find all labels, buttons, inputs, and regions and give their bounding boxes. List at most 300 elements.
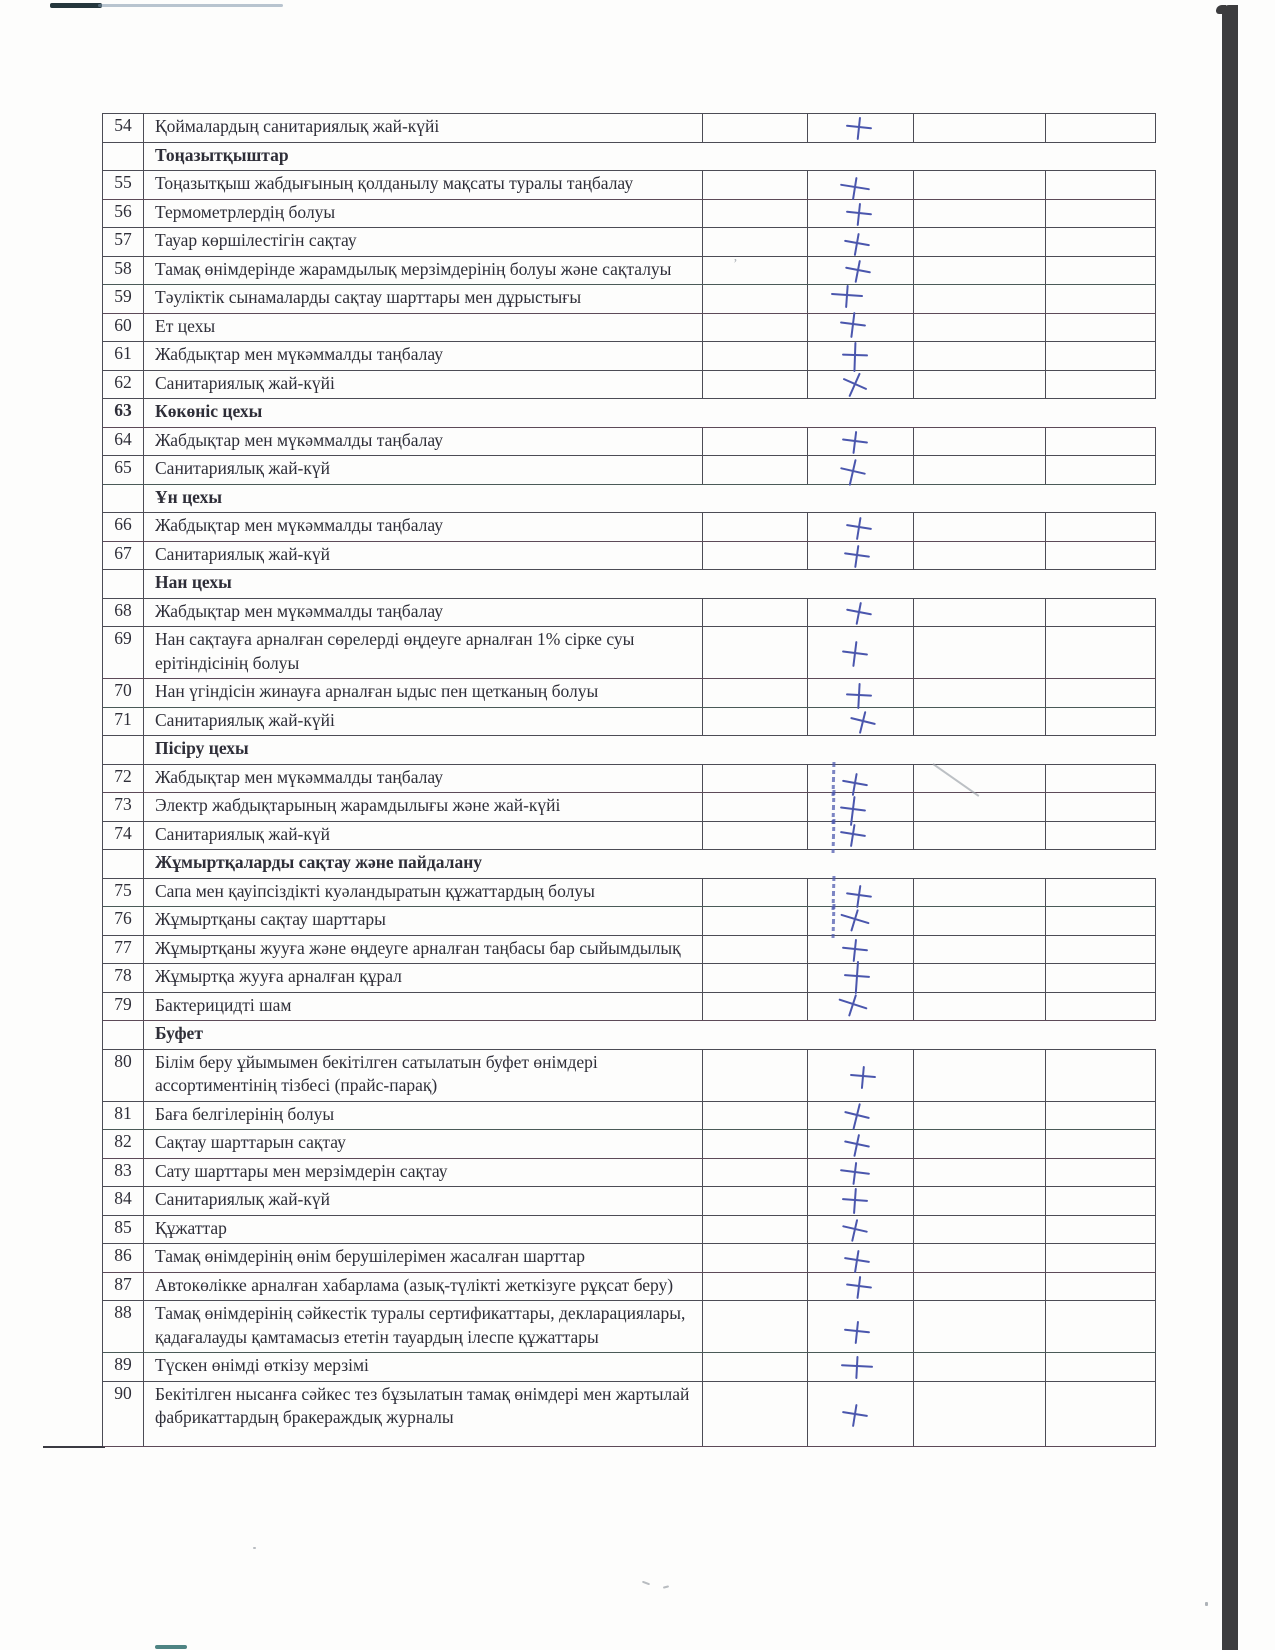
row-description: Санитариялық жай-күйі [144,371,703,399]
row-number: 74 [103,822,144,850]
table-row [103,428,1156,457]
section-title: Жұмыртқаларды сақтау және пайдалану [155,852,483,872]
empty-cell-2 [914,627,1046,678]
section-header-row [103,570,1156,599]
check-cell [808,542,914,570]
empty-cell-2 [914,599,1046,627]
empty-cell-2 [914,793,1046,821]
table-row [103,936,1156,965]
table-row [103,342,1156,371]
empty-cell-2 [914,1273,1046,1301]
empty-cell-3 [1046,456,1156,484]
inspection-checklist-table [102,113,1156,1447]
ink-squiggle [832,904,836,938]
empty-cell-2 [914,542,1046,570]
empty-cell-1 [703,1050,808,1101]
table-row [103,765,1156,794]
pencil-speck [663,1585,669,1588]
mark-stroke-vertical [845,285,849,308]
check-cell [808,907,914,935]
empty-cell-2 [914,200,1046,228]
empty-cell-3 [1046,964,1156,992]
empty-cell-3 [1046,1382,1156,1446]
empty-cell-1 [703,314,808,342]
empty-cell-3 [1046,1187,1156,1215]
table-row [103,542,1156,571]
bottom-border-extension [43,1446,105,1448]
table-row [103,1187,1156,1216]
empty-cell-3 [1046,542,1156,570]
row-description: Электр жабдықтарының жарамдылығы және жай-күйі [144,793,703,821]
mark-stroke-vertical [854,545,859,568]
empty-cell-3 [1046,513,1156,541]
row-description: Тәуліктік сынамаларды сақтау шарттары мен дұрыстығы [144,285,703,313]
table-row [103,1130,1156,1159]
mark-stroke-vertical [851,1219,858,1242]
check-cell [808,228,914,256]
row-number [103,143,144,171]
row-description: Ет цехы [144,314,703,342]
section-title: Ұн цехы [155,486,223,507]
mark-stroke-vertical [857,683,861,709]
pencil-speck [253,1547,256,1549]
empty-cell-3 [1046,822,1156,850]
empty-cell-3 [1046,314,1156,342]
empty-cell-2 [914,314,1046,342]
empty-cell-1 [703,371,808,399]
table-row [103,114,1156,143]
empty-cell-1 [703,285,808,313]
row-description: Жабдықтар мен мүкәммалды таңбалау [144,599,703,627]
empty-cell-2 [914,1353,1046,1381]
empty-cell-1 [703,200,808,228]
pencil-speck [1205,1602,1208,1606]
table-row [103,513,1156,542]
scanner-edge-shadow-bar [1222,5,1238,1650]
row-description: Бекітілген нысанға сәйкес тез бұзылатын тамақ өнімдері мен жартылай фабрикаттардың бракераждық журналы [144,1382,703,1446]
row-number: 83 [103,1159,144,1187]
check-cell [808,1187,914,1215]
empty-cell-2 [914,964,1046,992]
table-row [103,793,1156,822]
row-number: 67 [103,542,144,570]
section-title: Пісіру цехы [155,738,249,758]
mark-stroke-vertical [856,885,861,908]
empty-cell-2 [914,993,1046,1021]
row-number [103,850,144,878]
row-number: 86 [103,1244,144,1272]
empty-cell-1 [703,1102,808,1130]
row-number: 63 [103,399,144,427]
row-description: Тауар көршілестігін сақтау [144,228,703,256]
mark-stroke-vertical [852,939,857,962]
row-description: Жұмыртқаны жууға және өңдеуге арналған таңбасы бар сыйымдылық [144,936,703,964]
empty-cell-3 [1046,1216,1156,1244]
empty-cell-2 [914,907,1046,935]
row-description: Сапа мен қауіпсіздікті куәландыратын құжаттардың болуы [144,879,703,907]
row-number: 60 [103,314,144,342]
table-row [103,456,1156,485]
empty-cell-2 [914,1301,1046,1352]
row-number: 69 [103,627,144,678]
empty-cell-3 [1046,257,1156,285]
empty-cell-3 [1046,371,1156,399]
section-header-row [103,143,1156,172]
row-number: 55 [103,171,144,199]
check-cell [808,342,914,370]
row-description: Білім беру ұйымымен бекітілген сатылатын буфет өнімдері ассортиментінің тізбесі (прайс-парақ) [144,1050,703,1101]
row-description: Қоймалардың санитариялық жай-күйі [144,114,703,142]
table-row [103,1216,1156,1245]
table-row [103,993,1156,1022]
check-cell [808,1102,914,1130]
empty-cell-1 [703,627,808,678]
scan-streak-light [98,4,283,7]
table-row [103,1159,1156,1188]
check-cell [808,993,914,1021]
empty-cell-3 [1046,200,1156,228]
row-number: 58 [103,257,144,285]
check-cell [808,114,914,142]
empty-cell-2 [914,1159,1046,1187]
section-header-row [103,485,1156,514]
empty-cell-2 [914,822,1046,850]
check-cell [808,1353,914,1381]
row-description: Жұмыртқаны сақтау шарттары [144,907,703,935]
empty-cell-3 [1046,765,1156,793]
mark-stroke-vertical [856,203,861,226]
row-description: Термометрлердің болуы [144,200,703,228]
mark-stroke-vertical [854,260,861,283]
mark-stroke-vertical [853,341,856,371]
empty-cell-1 [703,1382,808,1446]
empty-cell-1 [703,1353,808,1381]
empty-cell-3 [1046,428,1156,456]
empty-cell-1 [703,114,808,142]
row-number: 68 [103,599,144,627]
empty-cell-2 [914,228,1046,256]
row-number: 64 [103,428,144,456]
check-cell [808,679,914,707]
row-description: Сату шарттары мен мерзімдерін сақтау [144,1159,703,1187]
row-number: 85 [103,1216,144,1244]
empty-cell-2 [914,285,1046,313]
empty-cell-3 [1046,936,1156,964]
empty-cell-3 [1046,793,1156,821]
table-row [103,679,1156,708]
empty-cell-3 [1046,708,1156,736]
table-row [103,1102,1156,1131]
section-header-row [103,850,1156,879]
empty-cell-2 [914,428,1046,456]
table-row [103,228,1156,257]
empty-cell-2 [914,114,1046,142]
pencil-speck [642,1581,650,1586]
check-cell [808,936,914,964]
empty-cell-3 [1046,1102,1156,1130]
empty-cell-3 [1046,228,1156,256]
row-number: 87 [103,1273,144,1301]
empty-cell-1 [703,171,808,199]
row-number: 79 [103,993,144,1021]
table-row [103,1050,1156,1102]
empty-cell-2 [914,1216,1046,1244]
empty-cell-1 [703,765,808,793]
check-cell [808,964,914,992]
check-cell [808,793,914,821]
check-cell [808,1216,914,1244]
section-header-row [103,736,1156,765]
empty-cell-2 [914,679,1046,707]
check-cell [808,1273,914,1301]
check-cell [808,513,914,541]
table-row [103,285,1156,314]
check-cell [808,314,914,342]
empty-cell-3 [1046,907,1156,935]
row-number: 71 [103,708,144,736]
row-number: 72 [103,765,144,793]
table-row [103,200,1156,229]
row-description: Тамақ өнімдерінің сәйкестік туралы сертификаттары, декларациялары, қадағалауды қамтамасыз ететін тауардың ілеспе құжаттары [144,1301,703,1352]
row-description: Тамақ өнімдерінде жарамдылық мерзімдерінің болуы және сақталуы [144,257,703,285]
table-row [103,964,1156,993]
row-number: 75 [103,879,144,907]
empty-cell-2 [914,257,1046,285]
table-row [103,1244,1156,1273]
check-cell [808,765,914,793]
empty-cell-1 [703,1301,808,1352]
row-number: 82 [103,1130,144,1158]
row-number: 80 [103,1050,144,1101]
check-cell [808,171,914,199]
empty-cell-1 [703,456,808,484]
empty-cell-1 [703,679,808,707]
empty-cell-2 [914,879,1046,907]
table-row [103,879,1156,908]
empty-cell-3 [1046,1159,1156,1187]
table-row [103,314,1156,343]
empty-cell-1 [703,1187,808,1215]
section-header-row [103,399,1156,428]
empty-cell-3 [1046,1050,1156,1101]
empty-cell-1 [703,228,808,256]
empty-cell-1 [703,879,808,907]
empty-cell-1 [703,1244,808,1272]
table-row [103,257,1156,286]
check-cell [808,708,914,736]
row-description: Бактерицидті шам [144,993,703,1021]
row-description: Нан үгіндісін жинауға арналған ыдыс пен щетканың болуы [144,679,703,707]
empty-cell-1 [703,513,808,541]
table-row [103,708,1156,737]
empty-cell-1 [703,907,808,935]
mark-stroke-vertical [852,1162,857,1185]
row-description: Жабдықтар мен мүкәммалды таңбалау [144,428,703,456]
row-number: 73 [103,793,144,821]
row-description: Нан сақтауға арналған сөрелерді өңдеуге арналған 1% сірке суы ерітіндісінің болуы [144,627,703,678]
row-description: Түскен өнімді өткізу мерзімі [144,1353,703,1381]
empty-cell-2 [914,1102,1046,1130]
empty-cell-2 [914,1187,1046,1215]
row-description: Тоңазытқыш жабдығының қолданылу мақсаты туралы таңбалау [144,171,703,199]
row-number [103,1021,144,1049]
row-description: Санитариялық жай-күй [144,822,703,850]
empty-cell-1 [703,1273,808,1301]
mark-stroke-vertical [855,1356,858,1379]
mark-stroke-vertical [852,431,857,454]
empty-cell-1 [703,1159,808,1187]
table-row [103,1273,1156,1302]
empty-cell-2 [914,371,1046,399]
empty-cell-2 [914,1130,1046,1158]
scan-teal-dash [155,1645,187,1649]
empty-cell-2 [914,456,1046,484]
check-cell [808,1130,914,1158]
row-description: Сақтау шарттарын сақтау [144,1130,703,1158]
table-row [103,1382,1156,1447]
empty-cell-1 [703,342,808,370]
empty-cell-3 [1046,679,1156,707]
check-cell [808,1244,914,1272]
row-description: Жұмыртқа жууға арналған құрал [144,964,703,992]
section-header-row [103,1021,1156,1050]
empty-cell-1 [703,993,808,1021]
row-description: Тамақ өнімдерінің өнім берушілерімен жасалған шарттар [144,1244,703,1272]
empty-cell-1 [703,936,808,964]
section-title: Тоңазытқыштар [155,144,289,165]
mark-stroke-vertical [853,1188,857,1214]
row-number [103,485,144,513]
table-row [103,907,1156,936]
row-description: Санитариялық жай-күй [144,456,703,484]
row-number: 84 [103,1187,144,1215]
row-description: Санитариялық жай-күйі [144,708,703,736]
empty-cell-3 [1046,171,1156,199]
empty-cell-2 [914,765,1046,793]
row-number: 76 [103,907,144,935]
empty-cell-2 [914,171,1046,199]
empty-cell-1 [703,822,808,850]
empty-cell-1 [703,599,808,627]
mark-stroke-vertical [850,313,855,339]
row-number: 88 [103,1301,144,1352]
section-title: Буфет [155,1023,203,1043]
check-cell [808,879,914,907]
check-cell [808,822,914,850]
check-cell [808,1301,914,1352]
empty-cell-3 [1046,1353,1156,1381]
row-description: Санитариялық жай-күй [144,1187,703,1215]
empty-cell-1 [703,428,808,456]
check-cell [808,285,914,313]
table-row [103,1353,1156,1382]
check-cell [808,428,914,456]
empty-cell-1 [703,964,808,992]
empty-cell-3 [1046,1273,1156,1301]
empty-cell-3 [1046,599,1156,627]
mark-stroke-vertical [855,602,862,625]
table-row [103,1301,1156,1353]
row-number: 81 [103,1102,144,1130]
section-title: Нан цехы [155,572,232,592]
row-number: 77 [103,936,144,964]
table-row [103,627,1156,679]
empty-cell-1 [703,793,808,821]
row-description: Жабдықтар мен мүкәммалды таңбалау [144,765,703,793]
check-cell [808,1050,914,1101]
check-cell [808,371,914,399]
empty-cell-3 [1046,1244,1156,1272]
table-row [103,822,1156,851]
row-number: 56 [103,200,144,228]
empty-cell-3 [1046,285,1156,313]
row-description: Автокөлікке арналған хабарлама (азық-түлікті жеткізуге рұқсат беру) [144,1273,703,1301]
empty-cell-1 [703,1130,808,1158]
empty-cell-1 [703,708,808,736]
row-number: 57 [103,228,144,256]
row-number: 90 [103,1382,144,1446]
ink-squiggle [832,818,836,852]
row-description: Баға белгілерінің болуы [144,1102,703,1130]
empty-cell-1 [703,1216,808,1244]
empty-cell-1 [703,257,808,285]
empty-cell-3 [1046,993,1156,1021]
empty-cell-2 [914,936,1046,964]
empty-cell-2 [914,342,1046,370]
check-cell [808,200,914,228]
check-cell [808,599,914,627]
empty-cell-1 [703,542,808,570]
empty-cell-3 [1046,1130,1156,1158]
empty-cell-2 [914,513,1046,541]
empty-cell-3 [1046,114,1156,142]
row-number: 62 [103,371,144,399]
mark-stroke-vertical [860,1066,864,1089]
empty-cell-2 [914,1382,1046,1446]
row-number: 66 [103,513,144,541]
scanner-edge-shadow-tip [1216,5,1226,14]
mark-stroke-vertical [849,824,855,847]
row-number: 89 [103,1353,144,1381]
row-number: 65 [103,456,144,484]
mark-stroke-vertical [856,1276,861,1299]
row-number: 59 [103,285,144,313]
row-number [103,736,144,764]
table-row [103,371,1156,400]
check-cell [808,456,914,484]
section-title: Көкөніс цехы [155,401,263,421]
row-number: 70 [103,679,144,707]
row-description: Санитариялық жай-күй [144,542,703,570]
table-row [103,171,1156,200]
check-cell [808,1159,914,1187]
mark-stroke-vertical [854,961,858,994]
check-cell [808,1382,914,1446]
empty-cell-3 [1046,342,1156,370]
check-cell [808,627,914,678]
row-number: 78 [103,964,144,992]
row-description: Құжаттар [144,1216,703,1244]
mark-stroke-vertical [856,117,861,140]
empty-cell-3 [1046,879,1156,907]
empty-cell-2 [914,1244,1046,1272]
empty-cell-3 [1046,627,1156,678]
pencil-smudge-mark: ʼ [733,256,738,272]
row-number [103,570,144,598]
row-number: 61 [103,342,144,370]
empty-cell-3 [1046,1301,1156,1352]
check-cell [808,257,914,285]
